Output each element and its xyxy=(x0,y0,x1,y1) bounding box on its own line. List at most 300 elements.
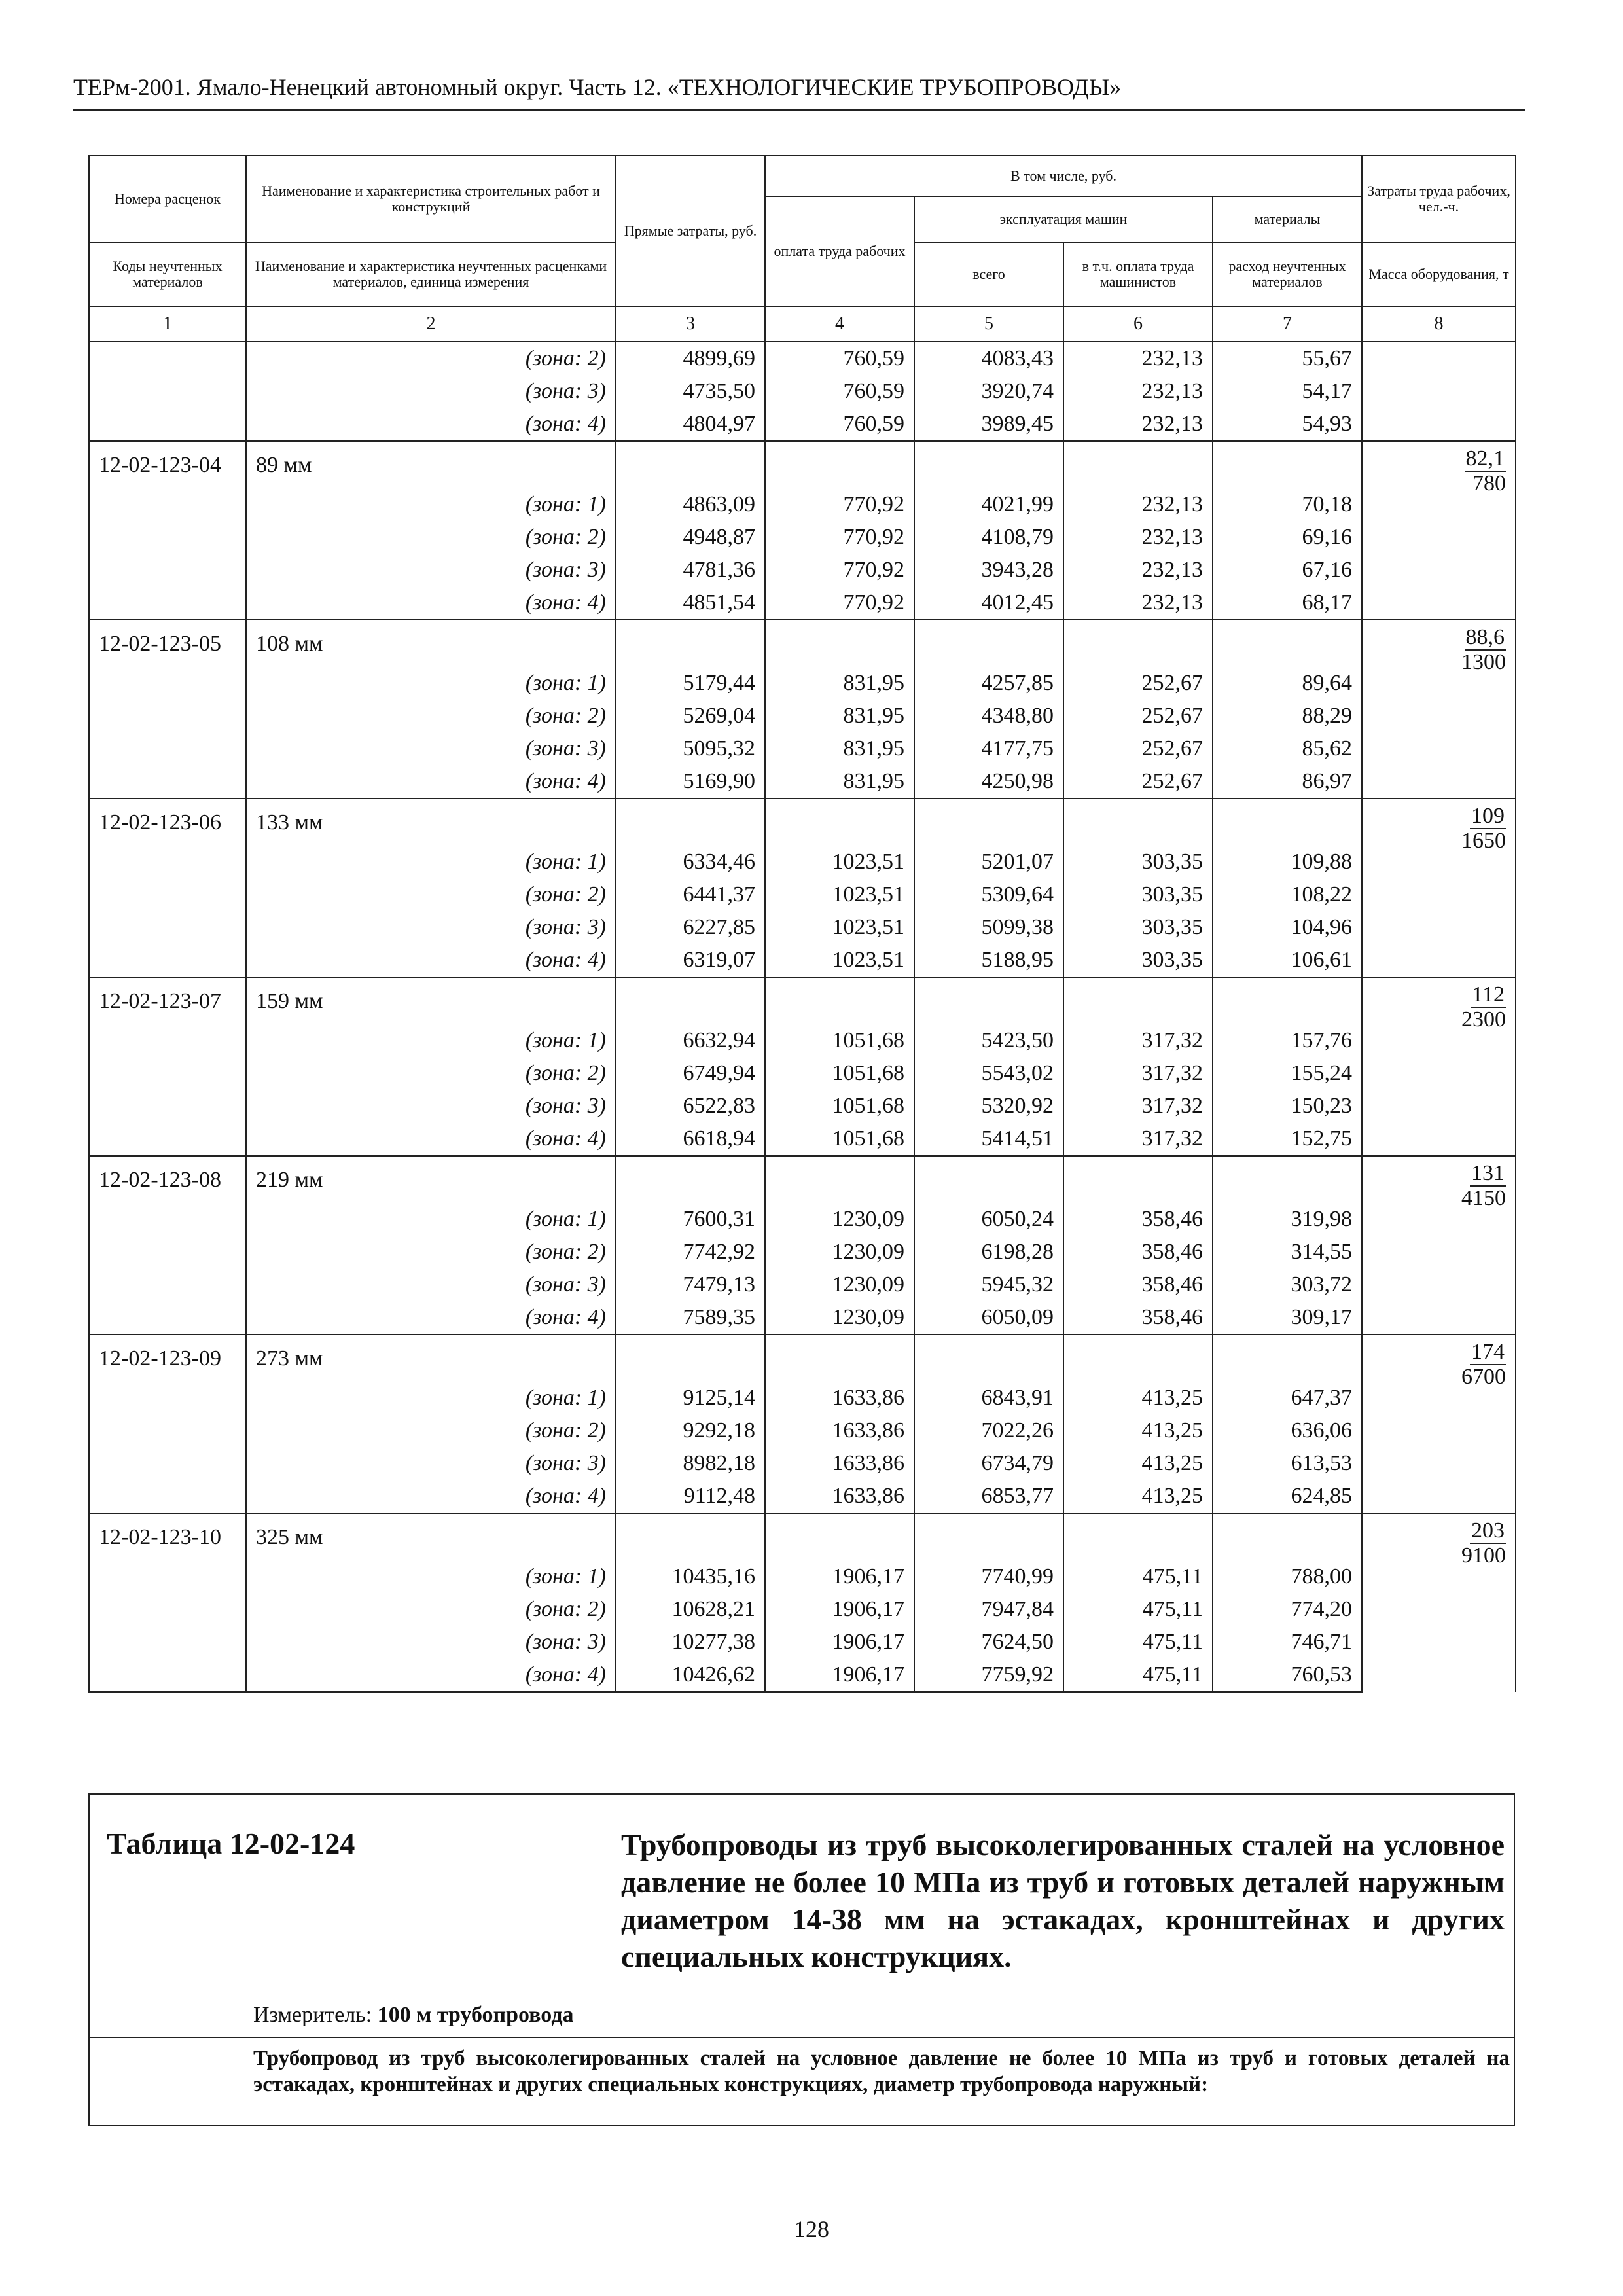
zone-row xyxy=(89,1024,1516,1057)
labor-cost: 770,92 xyxy=(765,521,914,554)
materials-cost: 319,98 xyxy=(1213,1203,1362,1236)
materials-cost: 106,61 xyxy=(1213,944,1362,977)
machines-total: 6198,28 xyxy=(914,1236,1063,1268)
machines-total: 6853,77 xyxy=(914,1480,1063,1513)
materials-cost: 88,29 xyxy=(1213,700,1362,732)
code-cell-empty xyxy=(89,1659,246,1692)
direct-cost: 6319,07 xyxy=(616,944,765,977)
machines-total: 5414,51 xyxy=(914,1122,1063,1156)
labor-cost: 1023,51 xyxy=(765,911,914,944)
machinist-pay: 358,46 xyxy=(1063,1236,1213,1268)
code-cell-empty xyxy=(89,586,246,620)
zone-row xyxy=(89,911,1516,944)
empty-cell xyxy=(1213,1156,1362,1203)
materials-cost: 157,76 xyxy=(1213,1024,1362,1057)
labor-cost: 1023,51 xyxy=(765,846,914,878)
machinist-pay: 303,35 xyxy=(1063,911,1213,944)
direct-cost: 4735,50 xyxy=(616,375,765,408)
direct-cost: 4781,36 xyxy=(616,554,765,586)
empty-cell xyxy=(616,1156,765,1203)
machinist-pay: 317,32 xyxy=(1063,1122,1213,1156)
machines-total: 3943,28 xyxy=(914,554,1063,586)
code-cell-empty xyxy=(89,488,246,521)
machinist-pay: 252,67 xyxy=(1063,700,1213,732)
labor-cost: 1906,17 xyxy=(765,1659,914,1692)
machines-total: 4021,99 xyxy=(914,488,1063,521)
pipe-diameter: 159 мм xyxy=(246,977,616,1024)
column-number: 1 xyxy=(89,306,246,342)
zone-row xyxy=(89,732,1516,765)
machines-total: 4348,80 xyxy=(914,700,1063,732)
machines-total: 4108,79 xyxy=(914,521,1063,554)
materials-cost: 54,17 xyxy=(1213,375,1362,408)
header-col2-bottom: Наименование и характеристика неучтенных расценками материалов, единица измерения xyxy=(246,242,616,306)
empty-cell xyxy=(914,1513,1063,1560)
empty-cell xyxy=(616,1513,765,1560)
machinist-pay: 317,32 xyxy=(1063,1024,1213,1057)
labor-cost: 760,59 xyxy=(765,375,914,408)
zone-row xyxy=(89,700,1516,732)
labor-cost: 1906,17 xyxy=(765,1593,914,1626)
header-col8-bottom: Масса оборудования, т xyxy=(1362,242,1516,306)
empty-cell xyxy=(1213,977,1362,1024)
pipe-diameter: 325 мм xyxy=(246,1513,616,1560)
zone-label: (зона: 4) xyxy=(246,408,616,441)
pipe-diameter: 89 мм xyxy=(246,441,616,488)
labor-cost: 831,95 xyxy=(765,667,914,700)
header-col5: всего xyxy=(914,242,1063,306)
machines-total: 4250,98 xyxy=(914,765,1063,798)
materials-cost: 303,72 xyxy=(1213,1268,1362,1301)
zone-label: (зона: 1) xyxy=(246,1382,616,1414)
code-cell-empty xyxy=(89,846,246,878)
mass-cell-empty xyxy=(1362,408,1516,441)
code-cell-empty xyxy=(89,700,246,732)
empty-cell xyxy=(765,977,914,1024)
zone-label: (зона: 2) xyxy=(246,342,616,375)
zone-label: (зона: 1) xyxy=(246,846,616,878)
empty-cell xyxy=(1213,798,1362,846)
empty-cell xyxy=(1063,441,1213,488)
materials-cost: 55,67 xyxy=(1213,342,1362,375)
materials-cost: 67,16 xyxy=(1213,554,1362,586)
zone-row xyxy=(89,1301,1516,1335)
zone-row xyxy=(89,375,1516,408)
equipment-mass: 9100 xyxy=(1461,1543,1507,1568)
column-number: 4 xyxy=(765,306,914,342)
header-col4: оплата труда рабочих xyxy=(765,196,914,306)
rate-group-row xyxy=(89,620,1516,667)
labor-cost: 1051,68 xyxy=(765,1057,914,1090)
code-cell-empty xyxy=(89,554,246,586)
labor-cost: 1230,09 xyxy=(765,1203,914,1236)
machines-total: 3920,74 xyxy=(914,375,1063,408)
empty-cell xyxy=(914,1156,1063,1203)
pipe-diameter: 273 мм xyxy=(246,1335,616,1382)
zone-row xyxy=(89,1447,1516,1480)
empty-cell xyxy=(765,1513,914,1560)
direct-cost: 10628,21 xyxy=(616,1593,765,1626)
rate-code: 12-02-123-10 xyxy=(89,1513,246,1560)
equipment-mass: 1650 xyxy=(1461,828,1507,853)
labor-cost: 1633,86 xyxy=(765,1382,914,1414)
machinist-pay: 232,13 xyxy=(1063,521,1213,554)
zone-label: (зона: 2) xyxy=(246,878,616,911)
labor-cost: 770,92 xyxy=(765,488,914,521)
materials-cost: 150,23 xyxy=(1213,1090,1362,1122)
materials-cost: 54,93 xyxy=(1213,408,1362,441)
rate-group-row xyxy=(89,441,1516,488)
zone-label: (зона: 1) xyxy=(246,488,616,521)
code-cell-empty xyxy=(89,408,246,441)
direct-cost: 7600,31 xyxy=(616,1203,765,1236)
machinist-pay: 232,13 xyxy=(1063,488,1213,521)
machines-total: 7022,26 xyxy=(914,1414,1063,1447)
direct-cost: 6334,46 xyxy=(616,846,765,878)
labor-mass-fraction xyxy=(1362,441,1516,620)
materials-cost: 624,85 xyxy=(1213,1480,1362,1513)
equipment-mass: 6700 xyxy=(1461,1364,1507,1389)
page-header: ТЕРм-2001. Ямало-Ненецкий автономный округ. Часть 12. «ТЕХНОЛОГИЧЕСКИЕ ТРУБОПРОВОДЫ» xyxy=(73,73,1525,111)
header-machines: эксплуатация машин xyxy=(914,196,1213,242)
zone-label: (зона: 4) xyxy=(246,1480,616,1513)
zone-row xyxy=(89,1480,1516,1513)
zone-row xyxy=(89,765,1516,798)
machines-total: 7759,92 xyxy=(914,1659,1063,1692)
materials-cost: 85,62 xyxy=(1213,732,1362,765)
machinist-pay: 358,46 xyxy=(1063,1301,1213,1335)
labor-cost: 1230,09 xyxy=(765,1301,914,1335)
labor-cost: 1051,68 xyxy=(765,1122,914,1156)
zone-row xyxy=(89,554,1516,586)
zone-row xyxy=(89,1560,1516,1593)
zone-row xyxy=(89,1203,1516,1236)
zone-label: (зона: 1) xyxy=(246,1560,616,1593)
direct-cost: 7589,35 xyxy=(616,1301,765,1335)
header-col1-bottom: Коды неучтенных материалов xyxy=(89,242,246,306)
machinist-pay: 413,25 xyxy=(1063,1414,1213,1447)
direct-cost: 4899,69 xyxy=(616,342,765,375)
zone-label: (зона: 3) xyxy=(246,1090,616,1122)
machines-total: 3989,45 xyxy=(914,408,1063,441)
zone-label: (зона: 4) xyxy=(246,1122,616,1156)
direct-cost: 4948,87 xyxy=(616,521,765,554)
machines-total: 5188,95 xyxy=(914,944,1063,977)
code-cell-empty xyxy=(89,375,246,408)
measure-unit xyxy=(253,2003,574,2028)
machinist-pay: 232,13 xyxy=(1063,554,1213,586)
column-number: 8 xyxy=(1362,306,1516,342)
labor-cost: 1230,09 xyxy=(765,1268,914,1301)
zone-label: (зона: 1) xyxy=(246,1024,616,1057)
materials-cost: 647,37 xyxy=(1213,1382,1362,1414)
zone-row xyxy=(89,1268,1516,1301)
materials-cost: 788,00 xyxy=(1213,1560,1362,1593)
zone-label: (зона: 3) xyxy=(246,375,616,408)
direct-cost: 6749,94 xyxy=(616,1057,765,1090)
machinist-pay: 232,13 xyxy=(1063,342,1213,375)
zone-label: (зона: 2) xyxy=(246,700,616,732)
labor-mass-fraction xyxy=(1362,1513,1516,1692)
code-cell-empty xyxy=(89,1560,246,1593)
column-number: 3 xyxy=(616,306,765,342)
zone-row xyxy=(89,342,1516,375)
empty-cell xyxy=(1213,1513,1362,1560)
direct-cost: 5269,04 xyxy=(616,700,765,732)
header-incl: В том числе, руб. xyxy=(765,156,1362,196)
rate-group-row xyxy=(89,798,1516,846)
direct-cost: 9125,14 xyxy=(616,1382,765,1414)
zone-label: (зона: 3) xyxy=(246,1268,616,1301)
zone-row xyxy=(89,1057,1516,1090)
labor-mass-fraction xyxy=(1362,977,1516,1156)
empty-cell xyxy=(1213,1335,1362,1382)
labor-cost: 1906,17 xyxy=(765,1626,914,1659)
machinist-pay: 303,35 xyxy=(1063,944,1213,977)
materials-cost: 109,88 xyxy=(1213,846,1362,878)
materials-cost: 70,18 xyxy=(1213,488,1362,521)
machinist-pay: 358,46 xyxy=(1063,1203,1213,1236)
direct-cost: 10277,38 xyxy=(616,1626,765,1659)
labor-hours: 88,6 xyxy=(1465,625,1505,649)
zone-row xyxy=(89,586,1516,620)
empty-cell xyxy=(616,798,765,846)
code-cell-empty xyxy=(89,1268,246,1301)
materials-cost: 68,17 xyxy=(1213,586,1362,620)
labor-cost: 1230,09 xyxy=(765,1236,914,1268)
zone-label: (зона: 3) xyxy=(246,1626,616,1659)
materials-cost: 760,53 xyxy=(1213,1659,1362,1692)
zone-label: (зона: 4) xyxy=(246,586,616,620)
rate-group-row xyxy=(89,1513,1516,1560)
empty-cell xyxy=(1063,1513,1213,1560)
empty-cell xyxy=(1063,1156,1213,1203)
zone-row xyxy=(89,1382,1516,1414)
labor-cost: 1051,68 xyxy=(765,1024,914,1057)
column-number: 2 xyxy=(246,306,616,342)
empty-cell xyxy=(765,620,914,667)
zone-row xyxy=(89,878,1516,911)
code-cell-empty xyxy=(89,342,246,375)
empty-cell xyxy=(914,977,1063,1024)
empty-cell xyxy=(616,441,765,488)
code-cell-empty xyxy=(89,1203,246,1236)
zone-label: (зона: 3) xyxy=(246,911,616,944)
empty-cell xyxy=(1063,798,1213,846)
labor-hours: 112 xyxy=(1472,982,1505,1007)
pipe-diameter: 133 мм xyxy=(246,798,616,846)
machinist-pay: 232,13 xyxy=(1063,408,1213,441)
machines-total: 6050,24 xyxy=(914,1203,1063,1236)
code-cell-empty xyxy=(89,732,246,765)
equipment-mass: 2300 xyxy=(1461,1007,1507,1031)
machinist-pay: 303,35 xyxy=(1063,846,1213,878)
code-cell-empty xyxy=(89,911,246,944)
zone-row xyxy=(89,1593,1516,1626)
zone-label: (зона: 4) xyxy=(246,944,616,977)
zone-row xyxy=(89,521,1516,554)
column-number: 6 xyxy=(1063,306,1213,342)
labor-hours: 131 xyxy=(1471,1161,1505,1185)
labor-cost: 831,95 xyxy=(765,732,914,765)
labor-cost: 770,92 xyxy=(765,554,914,586)
machinist-pay: 303,35 xyxy=(1063,878,1213,911)
code-cell-empty xyxy=(89,1057,246,1090)
labor-cost: 770,92 xyxy=(765,586,914,620)
machinist-pay: 475,11 xyxy=(1063,1626,1213,1659)
materials-cost: 309,17 xyxy=(1213,1301,1362,1335)
direct-cost: 5169,90 xyxy=(616,765,765,798)
labor-mass-fraction xyxy=(1362,1335,1516,1513)
equipment-mass: 4150 xyxy=(1461,1185,1507,1210)
machinist-pay: 232,13 xyxy=(1063,586,1213,620)
empty-cell xyxy=(765,1156,914,1203)
zone-label: (зона: 3) xyxy=(246,554,616,586)
direct-cost: 6227,85 xyxy=(616,911,765,944)
table-body xyxy=(89,342,1516,1692)
code-cell-empty xyxy=(89,521,246,554)
zone-label: (зона: 3) xyxy=(246,732,616,765)
zone-row xyxy=(89,846,1516,878)
equipment-mass: 780 xyxy=(1472,471,1507,495)
machines-total: 7740,99 xyxy=(914,1560,1063,1593)
code-cell-empty xyxy=(89,1480,246,1513)
measure-label: Измеритель: xyxy=(253,2003,372,2027)
labor-cost: 831,95 xyxy=(765,700,914,732)
code-cell-empty xyxy=(89,1090,246,1122)
zone-label: (зона: 2) xyxy=(246,521,616,554)
direct-cost: 6632,94 xyxy=(616,1024,765,1057)
code-cell-empty xyxy=(89,1122,246,1156)
empty-cell xyxy=(616,977,765,1024)
direct-cost: 10426,62 xyxy=(616,1659,765,1692)
machines-total: 7624,50 xyxy=(914,1626,1063,1659)
rates-table xyxy=(88,155,1516,1693)
machinist-pay: 413,25 xyxy=(1063,1447,1213,1480)
machines-total: 5309,64 xyxy=(914,878,1063,911)
section-divider xyxy=(90,2037,1514,2038)
labor-cost: 831,95 xyxy=(765,765,914,798)
labor-mass-fraction xyxy=(1362,798,1516,977)
header-col7: расход неучтенных материалов xyxy=(1213,242,1362,306)
machines-total: 4012,45 xyxy=(914,586,1063,620)
empty-cell xyxy=(616,620,765,667)
direct-cost: 7742,92 xyxy=(616,1236,765,1268)
zone-row xyxy=(89,1626,1516,1659)
machinist-pay: 252,67 xyxy=(1063,732,1213,765)
column-number: 5 xyxy=(914,306,1063,342)
measure-value: 100 м трубопровода xyxy=(377,2003,574,2027)
materials-cost: 104,96 xyxy=(1213,911,1362,944)
labor-cost: 1633,86 xyxy=(765,1480,914,1513)
mass-cell-empty xyxy=(1362,342,1516,375)
direct-cost: 9292,18 xyxy=(616,1414,765,1447)
rate-code: 12-02-123-08 xyxy=(89,1156,246,1203)
next-table-section xyxy=(88,1793,1515,2126)
header-col2-top: Наименование и характеристика строительных работ и конструкций xyxy=(246,156,616,242)
zone-row xyxy=(89,1236,1516,1268)
rate-group-row xyxy=(89,1156,1516,1203)
machinist-pay: 317,32 xyxy=(1063,1090,1213,1122)
labor-hours: 203 xyxy=(1471,1518,1505,1543)
table-header xyxy=(89,156,1516,342)
equipment-mass: 1300 xyxy=(1461,649,1507,674)
header-col6: в т.ч. оплата труда машинистов xyxy=(1063,242,1213,306)
zone-row xyxy=(89,1122,1516,1156)
materials-cost: 613,53 xyxy=(1213,1447,1362,1480)
direct-cost: 4851,54 xyxy=(616,586,765,620)
machines-total: 6050,09 xyxy=(914,1301,1063,1335)
labor-cost: 1633,86 xyxy=(765,1414,914,1447)
rate-code: 12-02-123-05 xyxy=(89,620,246,667)
direct-cost: 5095,32 xyxy=(616,732,765,765)
empty-cell xyxy=(914,620,1063,667)
machines-total: 5099,38 xyxy=(914,911,1063,944)
empty-cell xyxy=(765,1335,914,1382)
zone-label: (зона: 2) xyxy=(246,1414,616,1447)
labor-hours: 174 xyxy=(1471,1340,1505,1364)
machines-total: 6734,79 xyxy=(914,1447,1063,1480)
rate-code: 12-02-123-04 xyxy=(89,441,246,488)
direct-cost: 6618,94 xyxy=(616,1122,765,1156)
zone-row xyxy=(89,944,1516,977)
empty-cell xyxy=(616,1335,765,1382)
direct-cost: 9112,48 xyxy=(616,1480,765,1513)
machines-total: 5543,02 xyxy=(914,1057,1063,1090)
direct-cost: 4804,97 xyxy=(616,408,765,441)
zone-label: (зона: 4) xyxy=(246,1659,616,1692)
empty-cell xyxy=(1213,441,1362,488)
code-cell-empty xyxy=(89,1626,246,1659)
labor-cost: 1906,17 xyxy=(765,1560,914,1593)
rate-group-row xyxy=(89,1335,1516,1382)
rate-code: 12-02-123-06 xyxy=(89,798,246,846)
code-cell-empty xyxy=(89,1024,246,1057)
labor-hours: 109 xyxy=(1471,804,1505,828)
machinist-pay: 252,67 xyxy=(1063,765,1213,798)
machinist-pay: 252,67 xyxy=(1063,667,1213,700)
direct-cost: 4863,09 xyxy=(616,488,765,521)
machinist-pay: 317,32 xyxy=(1063,1057,1213,1090)
labor-mass-fraction xyxy=(1362,1156,1516,1335)
labor-cost: 1023,51 xyxy=(765,944,914,977)
machines-total: 5945,32 xyxy=(914,1268,1063,1301)
materials-cost: 152,75 xyxy=(1213,1122,1362,1156)
machinist-pay: 358,46 xyxy=(1063,1268,1213,1301)
empty-cell xyxy=(914,441,1063,488)
labor-mass-fraction xyxy=(1362,620,1516,798)
page-number: 128 xyxy=(794,2216,829,2242)
machines-total: 7947,84 xyxy=(914,1593,1063,1626)
direct-cost: 5179,44 xyxy=(616,667,765,700)
mass-cell-empty xyxy=(1362,375,1516,408)
empty-cell xyxy=(1063,1335,1213,1382)
column-number: 7 xyxy=(1213,306,1362,342)
labor-cost: 1633,86 xyxy=(765,1447,914,1480)
machines-total: 4083,43 xyxy=(914,342,1063,375)
zone-row xyxy=(89,1659,1516,1692)
machinist-pay: 413,25 xyxy=(1063,1382,1213,1414)
rate-code: 12-02-123-07 xyxy=(89,977,246,1024)
machines-total: 5320,92 xyxy=(914,1090,1063,1122)
materials-cost: 86,97 xyxy=(1213,765,1362,798)
machinist-pay: 475,11 xyxy=(1063,1593,1213,1626)
rate-code: 12-02-123-09 xyxy=(89,1335,246,1382)
empty-cell xyxy=(914,1335,1063,1382)
header-materials: материалы xyxy=(1213,196,1362,242)
zone-label: (зона: 1) xyxy=(246,667,616,700)
code-cell-empty xyxy=(89,878,246,911)
